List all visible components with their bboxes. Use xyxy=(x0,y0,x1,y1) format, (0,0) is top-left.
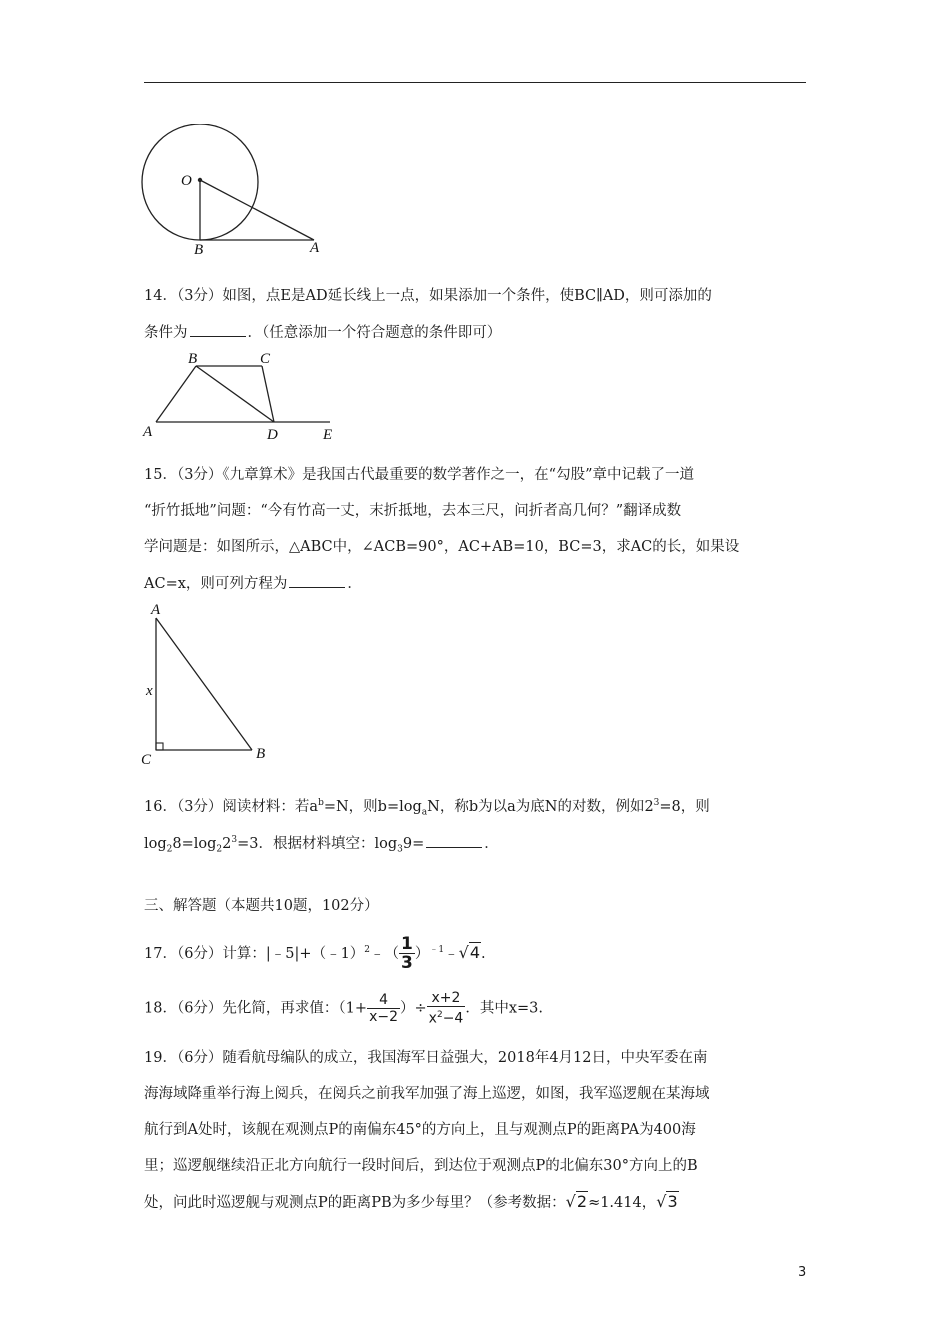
label-x: x xyxy=(146,683,153,699)
q18-t3: ．其中x=3. xyxy=(465,1000,543,1017)
q16-u9: 9= xyxy=(402,835,425,852)
label-b: B xyxy=(194,242,204,256)
q14-answer-blank[interactable] xyxy=(190,322,246,337)
q18-fraction2 xyxy=(427,990,466,1027)
q16-u10: ． xyxy=(484,835,499,852)
q19-line2: 海海域降重举行海上阅兵，在阅兵之前我军加强了海上巡逻，如图，我军巡逻舰在某海域 xyxy=(144,1086,710,1102)
q17-t4: ） xyxy=(414,945,430,962)
label-c: C xyxy=(141,752,152,768)
q17-t3: ﹣（ xyxy=(370,945,400,962)
q17-den: 3 xyxy=(401,953,413,974)
header-rule xyxy=(144,82,806,83)
q17-t5: ﹣1 xyxy=(429,945,445,955)
segment-ab xyxy=(156,618,252,750)
q16-t4: a xyxy=(421,807,428,818)
q18-den1: x−2 xyxy=(369,1008,398,1025)
q16-t2: b xyxy=(318,798,324,808)
figure-right-triangle xyxy=(138,600,278,770)
q17-sqrt: √4 xyxy=(458,942,480,962)
q14-line1: 14．（3分）如图，点E是AD延长线上一点，如果添加一个条件，使BC∥AD，则可添加的 xyxy=(144,288,712,304)
label-o: O xyxy=(181,173,192,189)
q14-text-b: ．（任意添加一个符合题意的条件即可） xyxy=(247,325,502,341)
q19-line4: 里；巡逻舰继续沿正北方向航行一段时间后，到达位于观测点P的北偏东30°方向上的B xyxy=(144,1158,698,1174)
q16-u4: 2 xyxy=(216,844,223,855)
figure-trapezoid xyxy=(140,348,350,442)
q18-den2-rest: −4 xyxy=(442,1010,464,1027)
q17-t1: 17．（6分）计算：|﹣5|+（﹣1） xyxy=(144,945,365,962)
q15-text-a: AC=x，则可列方程为 xyxy=(144,576,288,592)
q16-t6: 3 xyxy=(653,798,660,808)
q17-line xyxy=(144,934,486,972)
segment-bd xyxy=(196,366,274,422)
q19-radicand2: 3 xyxy=(667,1192,678,1211)
segment-cd xyxy=(262,366,274,422)
q17-t2: 2 xyxy=(364,945,371,955)
q17-t6: ﹣ xyxy=(444,945,459,962)
q18-t2: ）÷ xyxy=(400,1000,427,1017)
q19-t2: ≈1.414， xyxy=(588,1195,657,1211)
q16-t5: N，称b为以a为底N的对数，例如2 xyxy=(427,798,654,815)
label-b: B xyxy=(256,746,266,762)
label-d: D xyxy=(267,427,278,442)
q16-t3: =N，则b=log xyxy=(323,798,422,815)
q14-text-a: 条件为 xyxy=(144,325,188,341)
q19-sqrt3: √3 xyxy=(656,1192,678,1211)
q15-line1: 15．（3分）《九章算术》是我国古代最重要的数学著作之一，在“勾股”章中记载了一道 xyxy=(144,467,694,483)
q16-answer-blank[interactable] xyxy=(426,833,482,848)
segment-ab xyxy=(156,366,196,422)
q16-line1 xyxy=(144,793,710,823)
q17-radicand: 4 xyxy=(469,942,480,962)
q16-u3: 8=log xyxy=(172,835,217,852)
q16-t1: 16．（3分）阅读材料：若a xyxy=(144,798,319,815)
q17-fraction xyxy=(399,935,415,972)
label-c: C xyxy=(260,351,271,367)
q18-line xyxy=(144,990,543,1027)
page-number: 3 xyxy=(798,1265,807,1280)
q18-den2-exp: 2 xyxy=(436,1010,443,1020)
point-o xyxy=(198,178,202,182)
q19-line1: 19．（6分）随看航母编队的成立，我国海军日益强大，2018年4月12日，中央军委在南 xyxy=(144,1050,708,1066)
q15-text-b: ． xyxy=(347,576,362,592)
q16-u2: 2 xyxy=(166,844,173,855)
q19-sqrt2: √2 xyxy=(565,1192,588,1211)
q15-line3: 学问题是：如图所示，△ABC中，∠ACB=90°，AC+AB=10，BC=3，求AC的长，如果设 xyxy=(144,539,740,555)
q14-line2 xyxy=(144,322,501,343)
label-e: E xyxy=(323,427,333,442)
q16-u5: 2 xyxy=(222,835,232,852)
q16-t7: =8，则 xyxy=(659,798,710,815)
q19-line5 xyxy=(144,1192,679,1213)
q19-line3: 航行到A处时，该舰在观测点P的南偏东45°的方向上，且与观测点P的距离PA为400海 xyxy=(144,1122,696,1138)
q19-radicand1: 2 xyxy=(576,1192,588,1211)
q17-t7: . xyxy=(481,945,486,962)
q16-u7: =3．根据材料填空：log xyxy=(237,835,398,852)
right-angle-mark xyxy=(156,743,163,750)
q18-t1: 18．（6分）先化简，再求值：（1+ xyxy=(144,1000,368,1017)
q18-fraction1 xyxy=(367,992,400,1025)
q18-num2: x+2 xyxy=(427,990,466,1007)
q18-den2-x: x xyxy=(428,1010,437,1027)
q15-answer-blank[interactable] xyxy=(289,573,345,588)
q16-u6: 3 xyxy=(231,835,238,845)
q16-u8: 3 xyxy=(397,844,403,855)
q19-t1: 处，问此时巡逻舰与观测点P的距离PB为多少每里？（参考数据： xyxy=(144,1195,566,1211)
section3-heading: 三、解答题（本题共10题，102分） xyxy=(144,898,379,914)
q18-num1: 4 xyxy=(367,992,400,1009)
q16-u1: log xyxy=(144,835,167,852)
q17-num: 1 xyxy=(401,934,413,955)
figure-circle-tangent xyxy=(138,124,338,256)
label-a: A xyxy=(151,602,161,618)
label-a: A xyxy=(143,424,153,440)
label-a: A xyxy=(310,240,320,256)
label-b: B xyxy=(188,351,198,367)
q16-line2 xyxy=(144,830,499,860)
q18-den2 xyxy=(427,1007,466,1027)
q15-line4 xyxy=(144,573,362,594)
q15-line2: “折竹抵地”问题：“今有竹高一丈，末折抵地，去本三尺，问折者高几何？”翻译成数 xyxy=(144,503,682,519)
